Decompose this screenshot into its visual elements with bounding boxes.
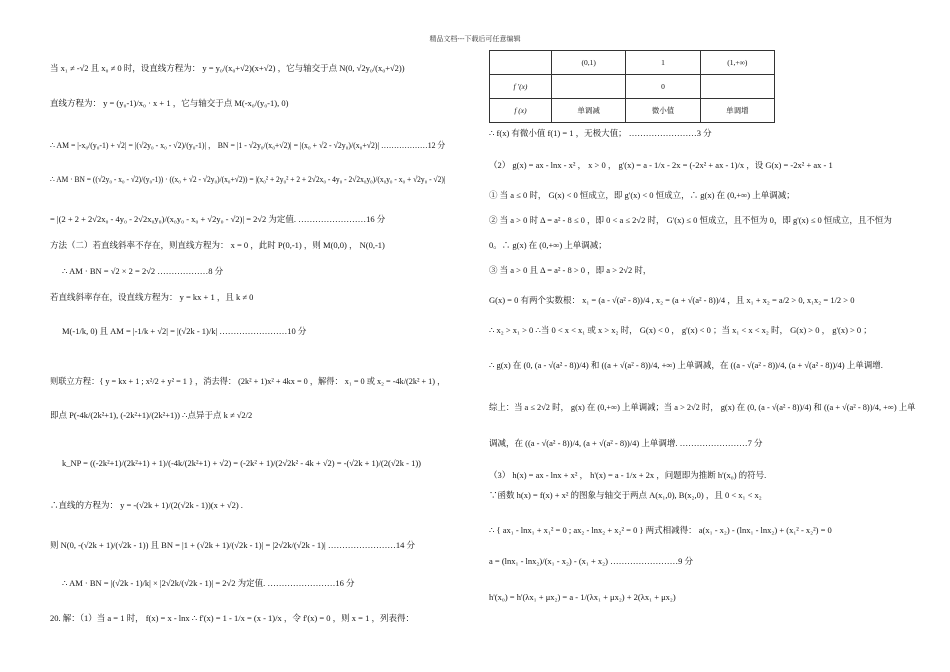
- text-line: 20. 解：（1）当 a = 1 时， f(x) = x - lnx ∴ f'(x) = 1 - 1/x = (x - 1)/x ，令 f'(x) = 0 ，则 x = 1 ，列表得：: [50, 613, 414, 623]
- text-line: k_NP = ((-2k²+1)/(2k²+1) + 1)/(-4k/(2k²+1) + √2) = (-2k² + 1)/(2√2k² - 4k + √2) = -(√2k + 1)/(2(√2k - 1)): [62, 458, 422, 468]
- table-cell: (1,+∞): [700, 51, 774, 75]
- table-cell: f (x): [490, 99, 552, 123]
- text-line: 调减，在 ((a - √(a² - 8))/4, (a + √(a² - 8))/4) 上单调增. ……………………7 分: [489, 438, 763, 448]
- table-cell: [700, 75, 774, 99]
- text-line: = |(2 + 2 + 2√2x₀ - 4y₀ - 2√2x₀y₀)/(x₀y₀ - x₀ + √2y₀ - √2)| = 2√2 为定值. ……………………16 分: [50, 214, 386, 224]
- text-line: ∴ f(x) 有微小值 f(1) = 1 ，无极大值； ……………………3 分: [489, 128, 712, 138]
- text-line: M(-1/k, 0) 且 AM = |-1/k + √2| = |(√2k - 1)/k| ……………………10 分: [62, 326, 307, 336]
- table-cell: 0: [626, 75, 700, 99]
- text-line: （3） h(x) = ax - lnx + x² ， h'(x) = a - 1/x + 2x ，问题即为推断 h'(x₀) 的符号.: [489, 470, 767, 480]
- text-line: 直线方程为： y = (y₀-1)/x₀ · x + 1 ，它与轴交于点 M(-x₀/(y₀-1), 0): [50, 98, 289, 108]
- text-line: 方法（二）若直线斜率不存在，则直线方程为： x = 0 ，此时 P(0,-1) ，则 M(0,0) ， N(0,-1): [50, 240, 385, 250]
- text-line: ∴ AM · BN = ((√2y₀ - x₀ - √2)/(y₀-1)) · ((x₀ + √2 - √2y₀)/(x₀+√2)) = |(x₀² + 2y₀² + 2 + 2√2x₀ - 4y₀ - 2√2x₀y₀)/(x₀y₀ - x₀ + √2y₀ - √2)|: [50, 174, 446, 184]
- text-line: ∴ g(x) 在 (0, (a - √(a² - 8))/4) 和 ((a + √(a² - 8))/4, +∞) 上单调减，在 ((a - √(a² - 8))/4, (a + √(a² - 8))/4) 上单调增.: [489, 360, 883, 370]
- table-cell: 单调增: [700, 99, 774, 123]
- table-row: [490, 75, 775, 99]
- text-line: ∴ { ax₁ - lnx₁ + x₁² = 0 ; ax₂ - lnx₂ + x₂² = 0 } 两式相减得： a(x₁ - x₂) - (lnx₁ - lnx₂) + (x₁² - x₂²) = 0: [489, 525, 832, 535]
- text-line: ∴直线的方程为： y = -(√2k + 1)/(2(√2k - 1))(x + √2) .: [50, 500, 243, 510]
- text-line: ∴ AM · BN = √2 × 2 = 2√2 ………………8 分: [62, 266, 224, 276]
- page-header: 精品文档---下载后可任意编辑: [429, 35, 521, 43]
- text-line: （2） g(x) = ax - lnx - x² ， x > 0 ， g'(x) = a - 1/x - 2x = (-2x² + ax - 1)/x ，设 G(x) = -2x² + ax - 1: [489, 160, 833, 170]
- text-line: 若直线斜率存在，设直线方程为： y = kx + 1 ，且 k ≠ 0: [50, 292, 254, 302]
- text-line: 则联立方程：{ y = kx + 1 ; x²/2 + y² = 1 } ，消去得： (2k² + 1)x² + 4kx = 0 ，解得： x₁ = 0 或 x₂ = -4k/(2k² + 1) ，: [50, 376, 446, 386]
- text-line: ∴ x₂ > x₁ > 0 ∴当 0 < x < x₁ 或 x > x₂ 时， G(x) < 0 ， g'(x) < 0 ；当 x₁ < x < x₂ 时， G(x) > 0 ， g'(x) > 0 ；: [489, 325, 872, 335]
- table-row: [490, 99, 775, 123]
- text-line: 当 x₁ ≠ -√2 且 x₀ ≠ 0 时，设直线方程为： y = y₀/(x₀+√2)(x+√2) ，它与轴交于点 N(0, √2y₀/(x₀+√2)): [50, 63, 405, 73]
- table-cell: 微小值: [626, 99, 700, 123]
- table-row: [490, 51, 775, 75]
- text-line: ① 当 a ≤ 0 时， G(x) < 0 恒成立，即 g'(x) < 0 恒成立，∴ g(x) 在 (0,+∞) 上单调减；: [489, 190, 795, 200]
- table-cell: [490, 51, 552, 75]
- table-cell: (0,1): [552, 51, 626, 75]
- variation-table: [489, 50, 775, 123]
- text-line: 0。∴ g(x) 在 (0,+∞) 上单调减；: [489, 240, 607, 250]
- text-line: ∴ AM = |-x₀/(y₀-1) + √2| = |(√2y₀ - x₀ - √2)/(y₀-1)| ， BN = |1 - √2y₀/(x₀+√2)| = |(x₀ + √2 - √2y₀)/(x₀+√2)| ………………12 分: [50, 140, 446, 150]
- text-line: ③ 当 a > 0 且 Δ = a² - 8 > 0 ，即 a > 2√2 时，: [489, 265, 652, 275]
- table-cell: 1: [626, 51, 700, 75]
- table-cell: 单调减: [552, 99, 626, 123]
- text-line: ∵函数 h(x) = f(x) + x² 的图象与轴交于两点 A(x₁,0), B(x₂,0) ，且 0 < x₁ < x₂: [489, 490, 762, 500]
- table-cell: f '(x): [490, 75, 552, 99]
- text-line: 即点 P(-4k/(2k²+1), (-2k²+1)/(2k²+1)) ∴点异于点 k ≠ √2/2: [50, 410, 253, 420]
- text-line: h'(x₀) = h'(λx₁ + μx₂) = a - 1/(λx₁ + μx₂) + 2(λx₁ + μx₂): [489, 592, 676, 602]
- text-line: 则 N(0, -(√2k + 1)/(√2k - 1)) 且 BN = |1 + (√2k + 1)/(√2k - 1)| = |2√2k/(√2k - 1)| ……………………14 分: [50, 540, 415, 550]
- text-line: ② 当 a > 0 时 Δ = a² - 8 ≤ 0 ，即 0 < a ≤ 2√2 时， G'(x) ≤ 0 恒成立，且不恒为 0，即 g'(x) ≤ 0 恒成立，且不恒为: [489, 215, 892, 225]
- table-cell: [552, 75, 626, 99]
- text-line: a = (lnx₁ - lnx₂)/(x₁ - x₂) - (x₁ + x₂) ……………………9 分: [489, 556, 693, 566]
- text-line: G(x) = 0 有两个实数根： x₁ = (a - √(a² - 8))/4 , x₂ = (a + √(a² - 8))/4 ，且 x₁ + x₂ = a/2 > 0, x₁x₂ = 1/2 > 0: [489, 295, 855, 305]
- text-line: ∴ AM · BN = |(√2k - 1)/k| × |2√2k/(√2k - 1)| = 2√2 为定值. ……………………16 分: [62, 578, 355, 588]
- text-line: 综上：当 a ≤ 2√2 时， g(x) 在 (0,+∞) 上单调减；当 a > 2√2 时， g(x) 在 (0, (a - √(a² - 8))/4) 和 ((a + √(a² - 8))/4, +∞) 上单: [489, 402, 916, 412]
